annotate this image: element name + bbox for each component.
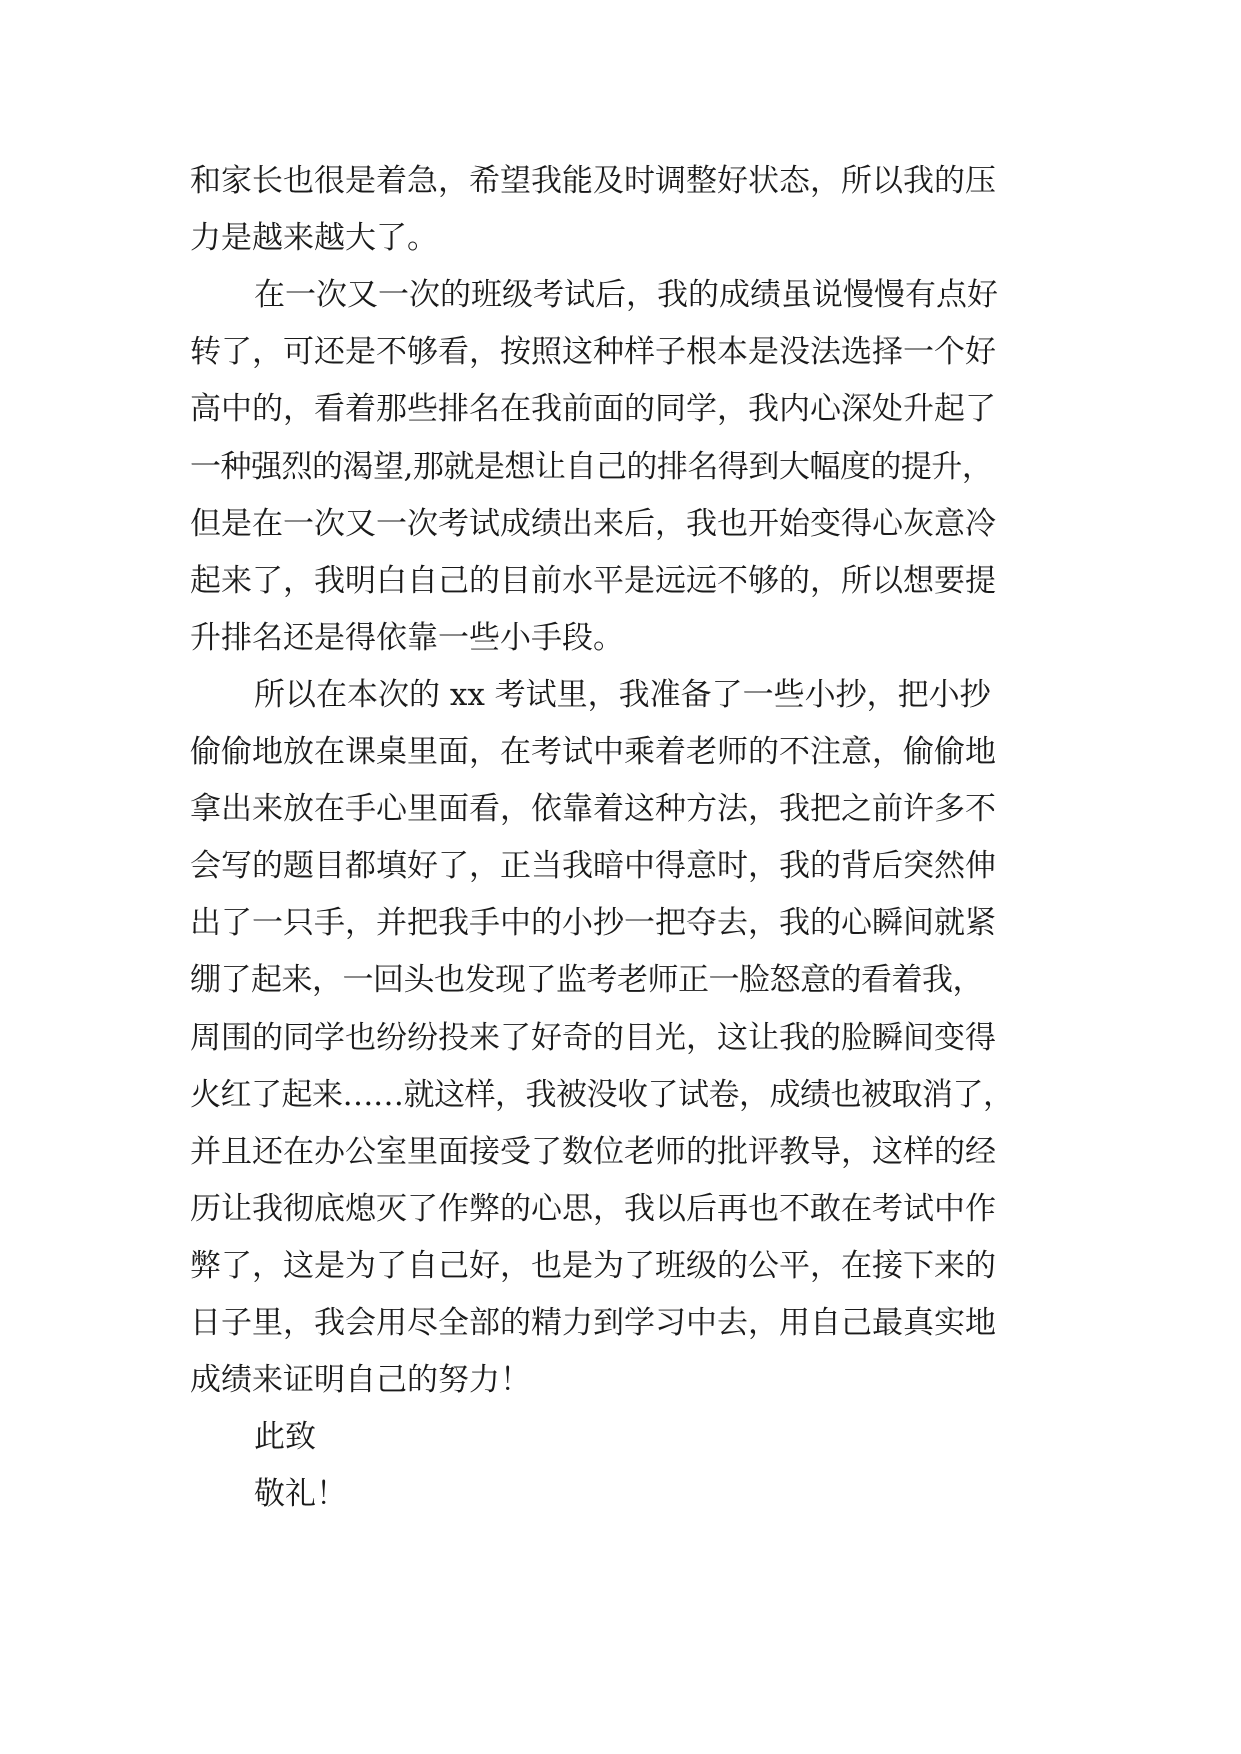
text-line: 此致 (254, 1419, 316, 1455)
text-line: 敬礼！ (254, 1476, 347, 1512)
text-line: 高中的，看着那些排名在我前面的同学，我内心深处升起了 (190, 391, 996, 427)
text-line: 在一次又一次的班级考试后，我的成绩虽说慢慢有点好 (254, 277, 998, 313)
text-line: 出了一只手，并把我手中的小抄一把夺去，我的心瞬间就紧 (190, 905, 996, 941)
text-line: 起来了，我明白自己的目前水平是远远不够的，所以想要提 (190, 563, 996, 599)
text-line: 拿出来放在手心里面看，依靠着这种方法，我把之前许多不 (190, 791, 996, 827)
text-line: 转了，可还是不够看，按照这种样子根本是没法选择一个好 (190, 334, 996, 370)
text-line: 升排名还是得依靠一些小手段。 (190, 620, 624, 656)
text-line: 并且还在办公室里面接受了数位老师的批评教导，这样的经 (190, 1134, 996, 1170)
text-line: 绷了起来，一回头也发现了监考老师正一脸怒意的看着我， (190, 962, 983, 998)
text-line: 力是越来越大了。 (190, 220, 438, 256)
text-line: 会写的题目都填好了，正当我暗中得意时，我的背后突然伸 (190, 848, 996, 884)
text-line: 但是在一次又一次考试成绩出来后，我也开始变得心灰意冷 (190, 506, 996, 542)
text-line: 火红了起来……就这样，我被没收了试卷，成绩也被取消了， (190, 1077, 1014, 1113)
text-line: 弊了，这是为了自己好，也是为了班级的公平，在接下来的 (190, 1248, 996, 1284)
text-line: 和家长也很是着急，希望我能及时调整好状态，所以我的压 (190, 163, 996, 199)
text-line: 所以在本次的 xx 考试里，我准备了一些小抄，把小抄 (254, 677, 991, 713)
text-line: 偷偷地放在课桌里面，在考试中乘着老师的不注意，偷偷地 (190, 734, 996, 770)
text-line: 成绩来证明自己的努力！ (190, 1362, 531, 1398)
text-line: 周围的同学也纷纷投来了好奇的目光，这让我的脸瞬间变得 (190, 1020, 996, 1056)
text-line: 历让我彻底熄灭了作弊的心思，我以后再也不敢在考试中作 (190, 1191, 996, 1227)
text-line: 一种强烈的渴望,那就是想让自己的排名得到大幅度的提升， (190, 449, 993, 485)
text-line: 日子里，我会用尽全部的精力到学习中去，用自己最真实地 (190, 1305, 996, 1341)
